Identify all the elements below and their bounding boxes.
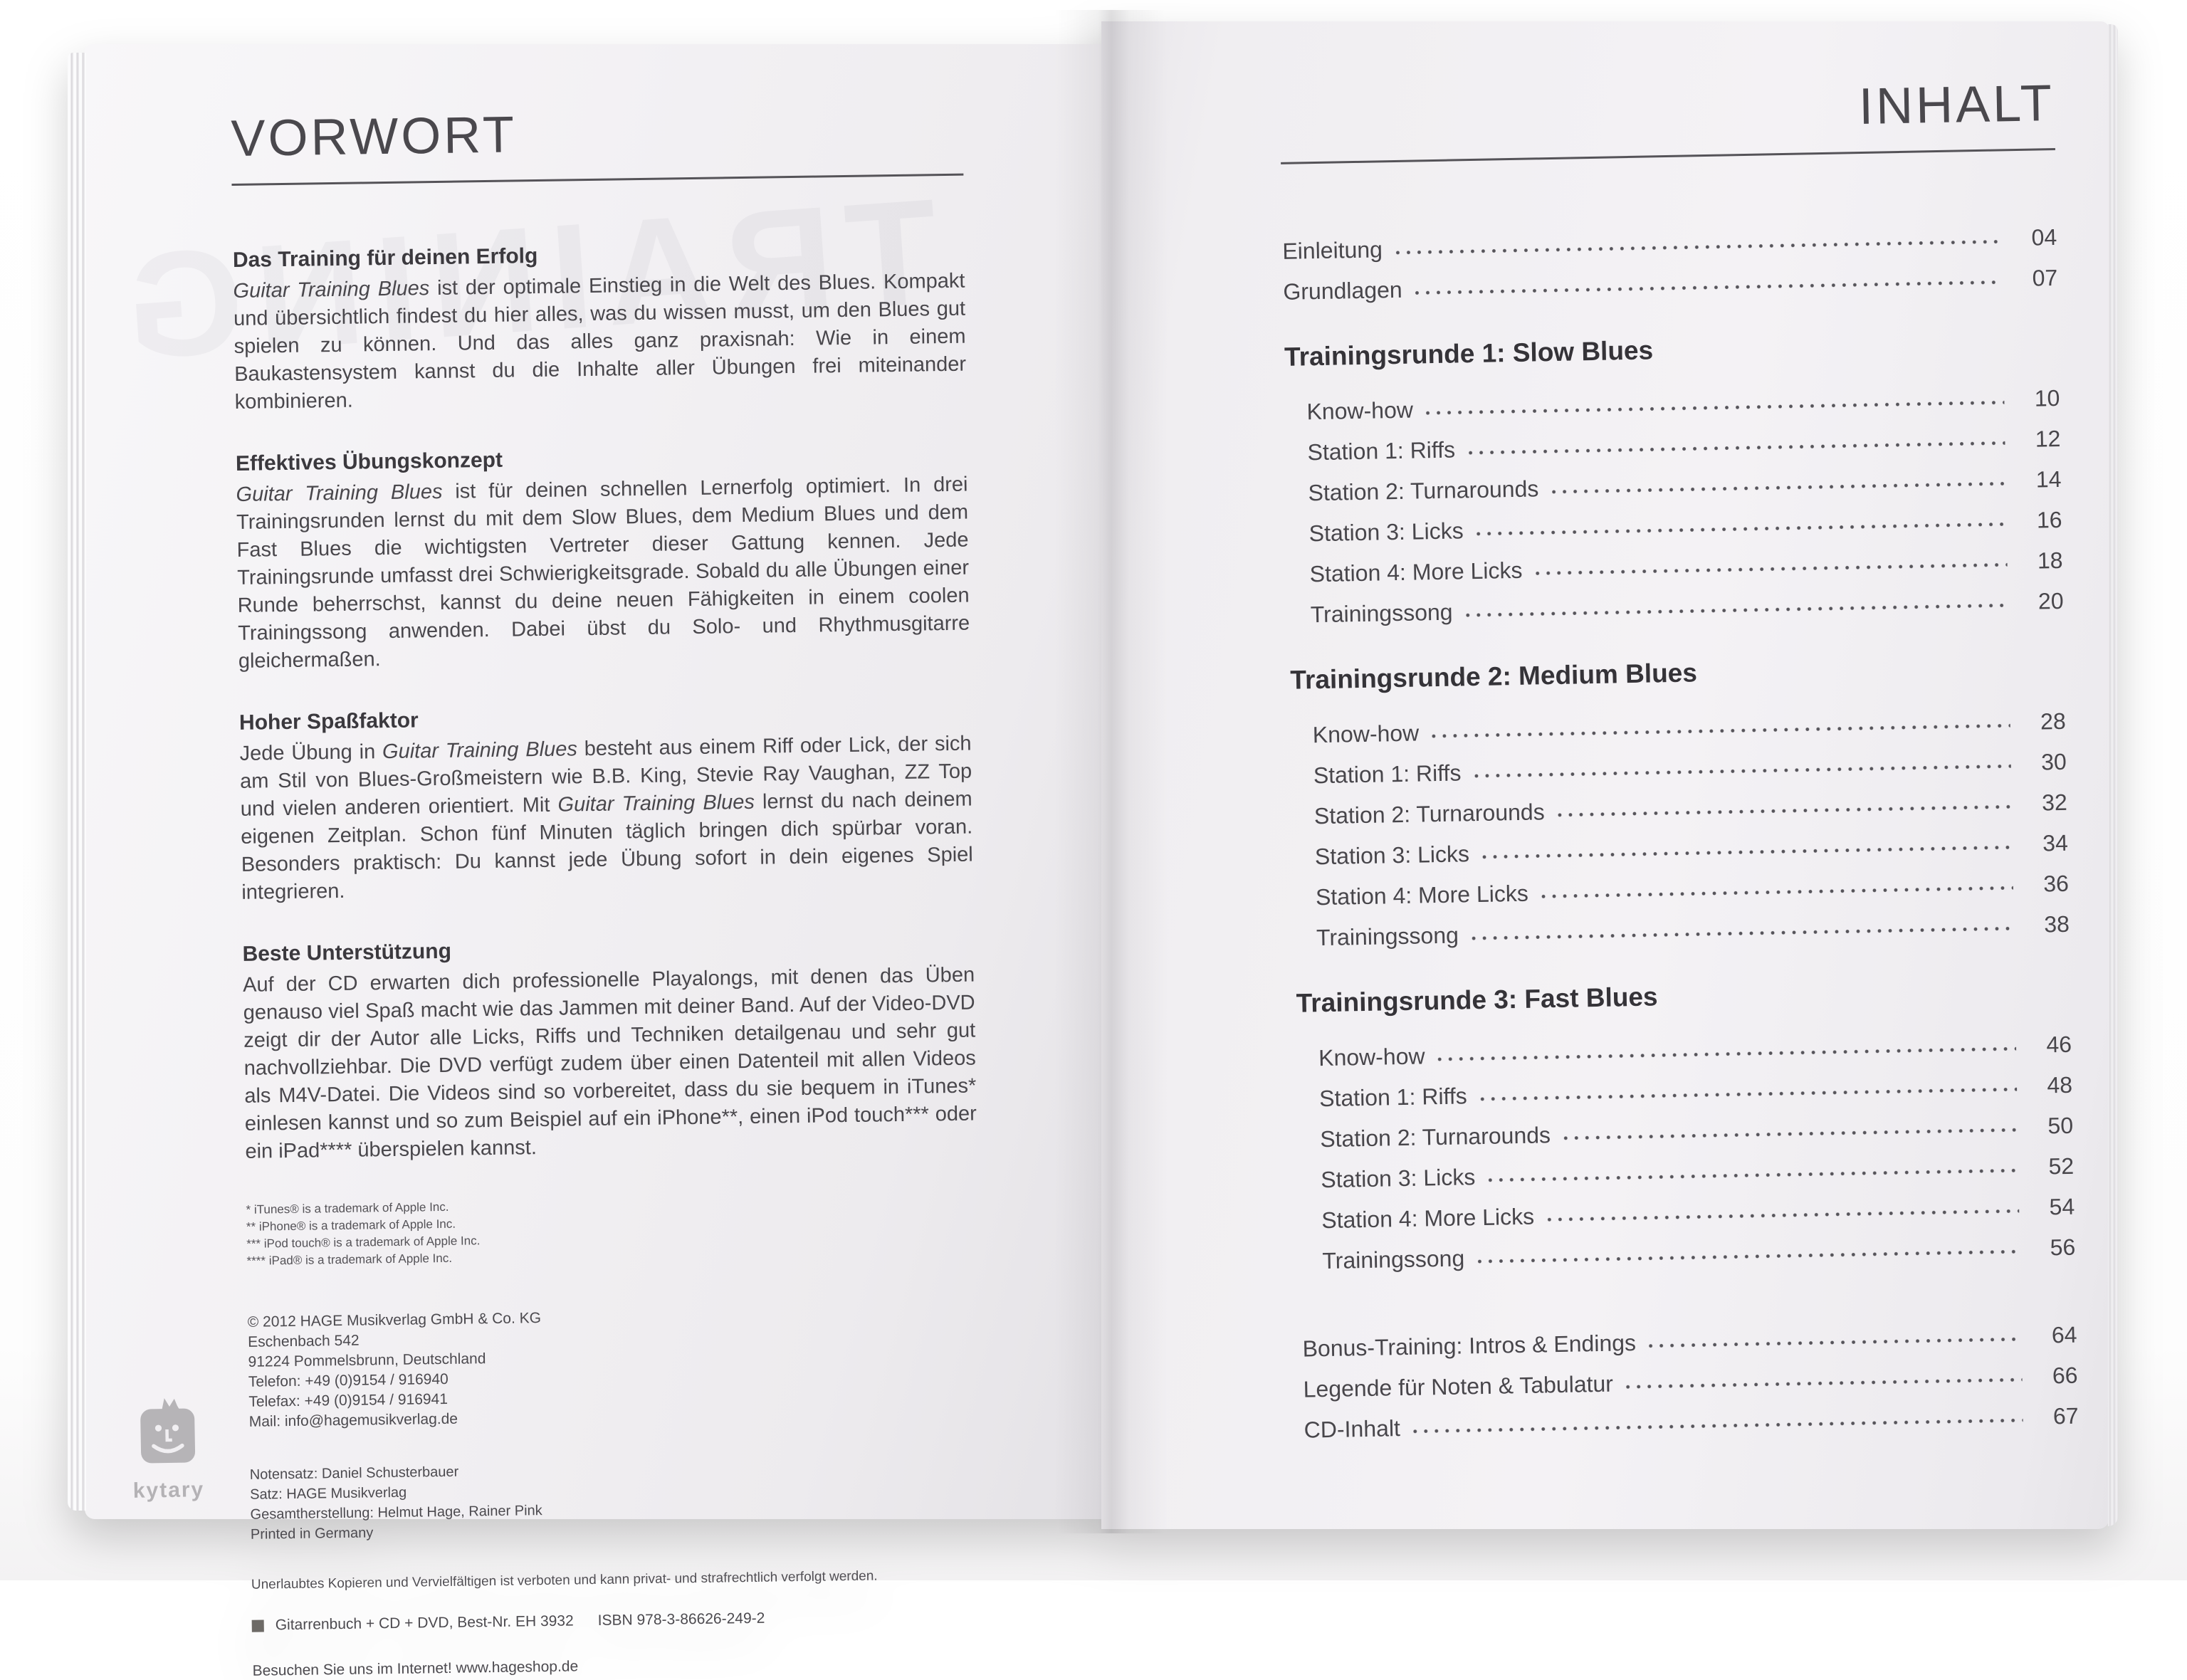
text-run: Jede Übung in	[239, 740, 383, 765]
toc-page-number: 50	[2047, 1112, 2074, 1139]
credit-line: Printed in Germany	[250, 1525, 374, 1543]
toc-entry-label: Station 1: Riffs	[1318, 1083, 1468, 1112]
isbn-number: ISBN 978-3-86626-249-2	[597, 1610, 765, 1629]
toc-page-number: 38	[2043, 910, 2070, 938]
preface-sections	[233, 238, 977, 1166]
book-title-italic: Guitar Training Blues	[557, 790, 755, 817]
toc-page-number: 54	[2049, 1193, 2075, 1220]
publisher-imprint	[248, 1302, 981, 1432]
toc-page-number: 34	[2042, 829, 2069, 856]
page-title-inhalt: INHALT	[1858, 74, 2055, 136]
toc-dot-leader	[1482, 845, 2013, 859]
toc-entry-label: Station 3: Licks	[1320, 1164, 1476, 1193]
kytary-logo-icon	[133, 1396, 203, 1473]
credit-line: Notensatz: Daniel Schusterbauer	[249, 1464, 459, 1483]
toc-dot-leader	[1466, 603, 2008, 617]
toc-entry-label: Station 2: Turnarounds	[1319, 1122, 1551, 1153]
toc-dot-leader	[1477, 1249, 2020, 1264]
toc-section-heading: Trainingsrunde 3: Fast Blues	[1296, 982, 1658, 1018]
toc-dot-leader	[1626, 1377, 2023, 1389]
credit-line: Satz: HAGE Musikverlag	[250, 1484, 407, 1503]
edition-label: Gitarrenbuch + CD + DVD, Best-Nr. EH 3932	[275, 1612, 574, 1634]
open-book	[68, 10, 2118, 1679]
square-bullet-icon	[252, 1619, 264, 1632]
trademark-footnotes	[246, 1191, 978, 1269]
toc-dot-leader	[1480, 1087, 2017, 1101]
toc-page-number: 64	[2051, 1321, 2077, 1348]
toc-entry-label: Grundlagen	[1283, 276, 1402, 305]
table-of-contents	[1282, 210, 2079, 1444]
text-run: ist der optimale Einstieg in die Welt des Blues. Kompakt und übersichtlich findest du hier alles, was du wissen musst, um den Blues gut spielen zu können. Und das alles ganz praxisnah: Wie in einem Baukastensystem kannst du die Inhalte aller Übungen frei miteinander kombinieren.	[233, 269, 967, 414]
edition-line	[252, 1607, 984, 1634]
toc-dot-leader	[1413, 1418, 2023, 1434]
book-title-italic: Guitar Training Blues	[233, 277, 430, 303]
toc-entry-label: Legende für Noten & Tabulatur	[1303, 1370, 1614, 1402]
toc-dot-leader	[1547, 1209, 2019, 1222]
toc-entry-label: Trainingssong	[1322, 1245, 1465, 1274]
page-stack-edge-left	[68, 53, 86, 1511]
toc-dot-leader	[1432, 723, 2010, 738]
page-vorwort	[85, 44, 1101, 1679]
toc-dot-leader	[1535, 562, 2007, 575]
toc-entry-label: Know-how	[1318, 1043, 1425, 1071]
toc-page-number: 07	[2032, 264, 2058, 291]
toc-dot-leader	[1488, 1168, 2018, 1182]
toc-entry-label: Station 2: Turnarounds	[1313, 799, 1545, 829]
production-credits	[250, 1454, 982, 1544]
toc-page-number: 56	[2050, 1234, 2076, 1261]
imprint-line: © 2012 HAGE Musikverlag GmbH & Co. KG	[247, 1310, 542, 1330]
toc-dot-leader	[1541, 886, 2013, 898]
copyright-notice: Unerlaubtes Kopieren und Vervielfältigen ist verboten und kann privat- und strafrechtlich verfolgt werden.	[251, 1568, 878, 1592]
toc-entry-label: Bonus-Training: Intros & Endings	[1302, 1330, 1637, 1362]
toc-entry-label: Einleitung	[1282, 236, 1383, 264]
vorwort-content	[231, 100, 985, 1680]
section-heading: Das Training für deinen Erfolg	[232, 243, 538, 272]
toc-dot-leader	[1438, 1046, 2017, 1061]
toc-page-number: 04	[2031, 224, 2057, 251]
kytary-watermark	[114, 1396, 223, 1504]
section-heading: Beste Unterstützung	[242, 939, 452, 966]
section-paragraph	[243, 962, 977, 1166]
section-heading: Hoher Spaßfaktor	[238, 708, 419, 735]
toc-page-number: 12	[2035, 425, 2061, 452]
toc-dot-leader	[1563, 1128, 2018, 1140]
toc-entry-label: Trainingssong	[1310, 599, 1453, 628]
page-inhalt	[1101, 21, 2109, 1529]
page-title-vorwort: VORWORT	[231, 106, 518, 167]
toc-entry-label: Station 4: More Licks	[1315, 880, 1529, 910]
toc-entry-label: Trainingssong	[1316, 922, 1459, 951]
website-line: Besuchen Sie uns im Internet! www.hageshop.de	[252, 1658, 579, 1679]
toc-page-number: 36	[2042, 870, 2070, 897]
footnote-line: * iTunes® is a trademark of Apple Inc.	[246, 1199, 449, 1217]
section-heading: Effektives Übungskonzept	[235, 448, 503, 476]
imprint-line: Mail: info@hagemusikverlag.de	[248, 1410, 458, 1430]
preface-section	[242, 933, 977, 1166]
toc-entry-label: Station 3: Licks	[1308, 518, 1464, 547]
toc-page-number: 48	[2047, 1071, 2073, 1098]
toc-dot-leader	[1415, 280, 2003, 295]
toc-page-number: 16	[2036, 506, 2062, 533]
section-paragraph	[239, 730, 973, 907]
toc-dot-leader	[1649, 1337, 2022, 1348]
toc-section-heading: Trainingsrunde 2: Medium Blues	[1290, 658, 1698, 695]
kytary-wordmark: kytary	[132, 1478, 205, 1503]
imprint-line: Telefon: +49 (0)9154 / 916940	[248, 1370, 449, 1390]
toc-page-number: 20	[2037, 587, 2064, 614]
preface-section	[239, 701, 974, 907]
text-run: besteht aus einem Riff oder Lick, der sich am Stil von Blues-Großmeistern wie B.B. King, Stevie Ray Vaughan, ZZ Top und vielen anderen orientiert. Mit	[239, 732, 972, 821]
book-title-italic: Guitar Training Blues	[236, 480, 443, 506]
book-title-italic: Guitar Training Blues	[382, 737, 578, 764]
inhalt-content	[1279, 74, 2079, 1444]
text-run: Auf der CD erwarten dich professionelle Playalongs, mit denen das Üben genauso viel Spaß macht wie das Jammen mit deiner Band. Auf der Video-DVD zeigt dir der Autor alle Licks, Riffs und Techniken detailgenau und sehr gut nachvollziehbar. Die DVD verfügt zudem über einen Datenteil mit allen Videos als M4V-Datei. Die Videos sind so vorbereitet, dass du sie bequem in iTunes* einlesen kannst und so zum Beispiel auf ein iPhone**, einen iPod touch*** oder ein iPad**** überspielen kannst.	[242, 963, 977, 1163]
footnote-line: *** iPod touch® is a trademark of Apple Inc.	[246, 1234, 481, 1251]
toc-entry-label: Know-how	[1306, 397, 1414, 425]
toc-page-number: 67	[2052, 1402, 2079, 1429]
toc-entry-label: Know-how	[1312, 720, 1420, 748]
credit-line: Gesamtherstellung: Helmut Hage, Rainer Pink	[250, 1503, 542, 1523]
toc-entry-label: Station 3: Licks	[1314, 841, 1470, 870]
toc-entry-label: Station 2: Turnarounds	[1308, 476, 1539, 506]
toc-dot-leader	[1468, 441, 2005, 455]
toc-entry-label: CD-Inhalt	[1304, 1415, 1401, 1443]
toc-entry-label: Station 4: More Licks	[1309, 557, 1523, 587]
title-rule	[231, 174, 963, 186]
title-rule	[1281, 148, 2055, 164]
toc-dot-leader	[1477, 522, 2007, 536]
footnote-line: **** iPad® is a trademark of Apple Inc.	[246, 1251, 453, 1268]
toc-dot-leader	[1474, 764, 2010, 778]
toc-dot-leader	[1558, 804, 2012, 817]
page-stack-edge-right	[2108, 24, 2118, 1526]
section-paragraph	[236, 471, 970, 676]
toc-page-number: 46	[2046, 1031, 2072, 1058]
preface-section	[236, 442, 970, 676]
toc-entry-label: Station 1: Riffs	[1313, 760, 1462, 789]
toc-entry-label: Station 4: More Licks	[1321, 1203, 1535, 1234]
toc-section-heading: Trainingsrunde 1: Slow Blues	[1284, 335, 1654, 372]
toc-page-number: 32	[2041, 789, 2068, 816]
toc-dot-leader	[1472, 926, 2014, 940]
toc-page-number: 52	[2048, 1153, 2075, 1180]
imprint-line: Eschenbach 542	[248, 1332, 360, 1350]
imprint-line: 91224 Pommelsbrunn, Deutschland	[248, 1350, 486, 1370]
toc-page-number: 10	[2034, 384, 2060, 411]
section-paragraph	[233, 268, 967, 416]
preface-section	[233, 238, 967, 416]
toc-dot-leader	[1551, 481, 2005, 494]
imprint-line: Telefax: +49 (0)9154 / 916941	[248, 1390, 449, 1410]
footnote-line: ** iPhone® is a trademark of Apple Inc.	[246, 1217, 456, 1234]
toc-entry-label: Station 1: Riffs	[1307, 436, 1456, 466]
toc-page-number: 30	[2040, 748, 2067, 775]
text-run: lernst du nach deinem eigenen Zeitplan. Schon fünf Minuten täglich bringen dich spürbar voran. Besonders praktisch: Du kannst jede Übung sofort in dein eigenes Spiel integrieren.	[241, 787, 973, 904]
toc-page-number: 14	[2035, 466, 2062, 493]
toc-page-number: 66	[2052, 1362, 2078, 1389]
text-run: ist für deinen schnellen Lernerfolg optimiert. In drei Trainingsrunden lernst du mit dem Slow Blues, dem Medium Blues und dem Fast Blues die wichtigsten Vertreter dieser Gattung kennen. Jede Trainingsrunde umfasst drei Schwierigkeitsgrade. Sobald du alle Übungen einer Runde beherrschst, kannst du deine neuen Fähigkeiten in einem coolen Trainingssong anwenden. Dabei übst du Solo- und Rhythmusgitarre gleichermaßen.	[236, 473, 970, 673]
toc-page-number: 28	[2040, 708, 2066, 735]
toc-page-number: 18	[2037, 547, 2063, 574]
toc-dot-leader	[1426, 400, 2005, 415]
